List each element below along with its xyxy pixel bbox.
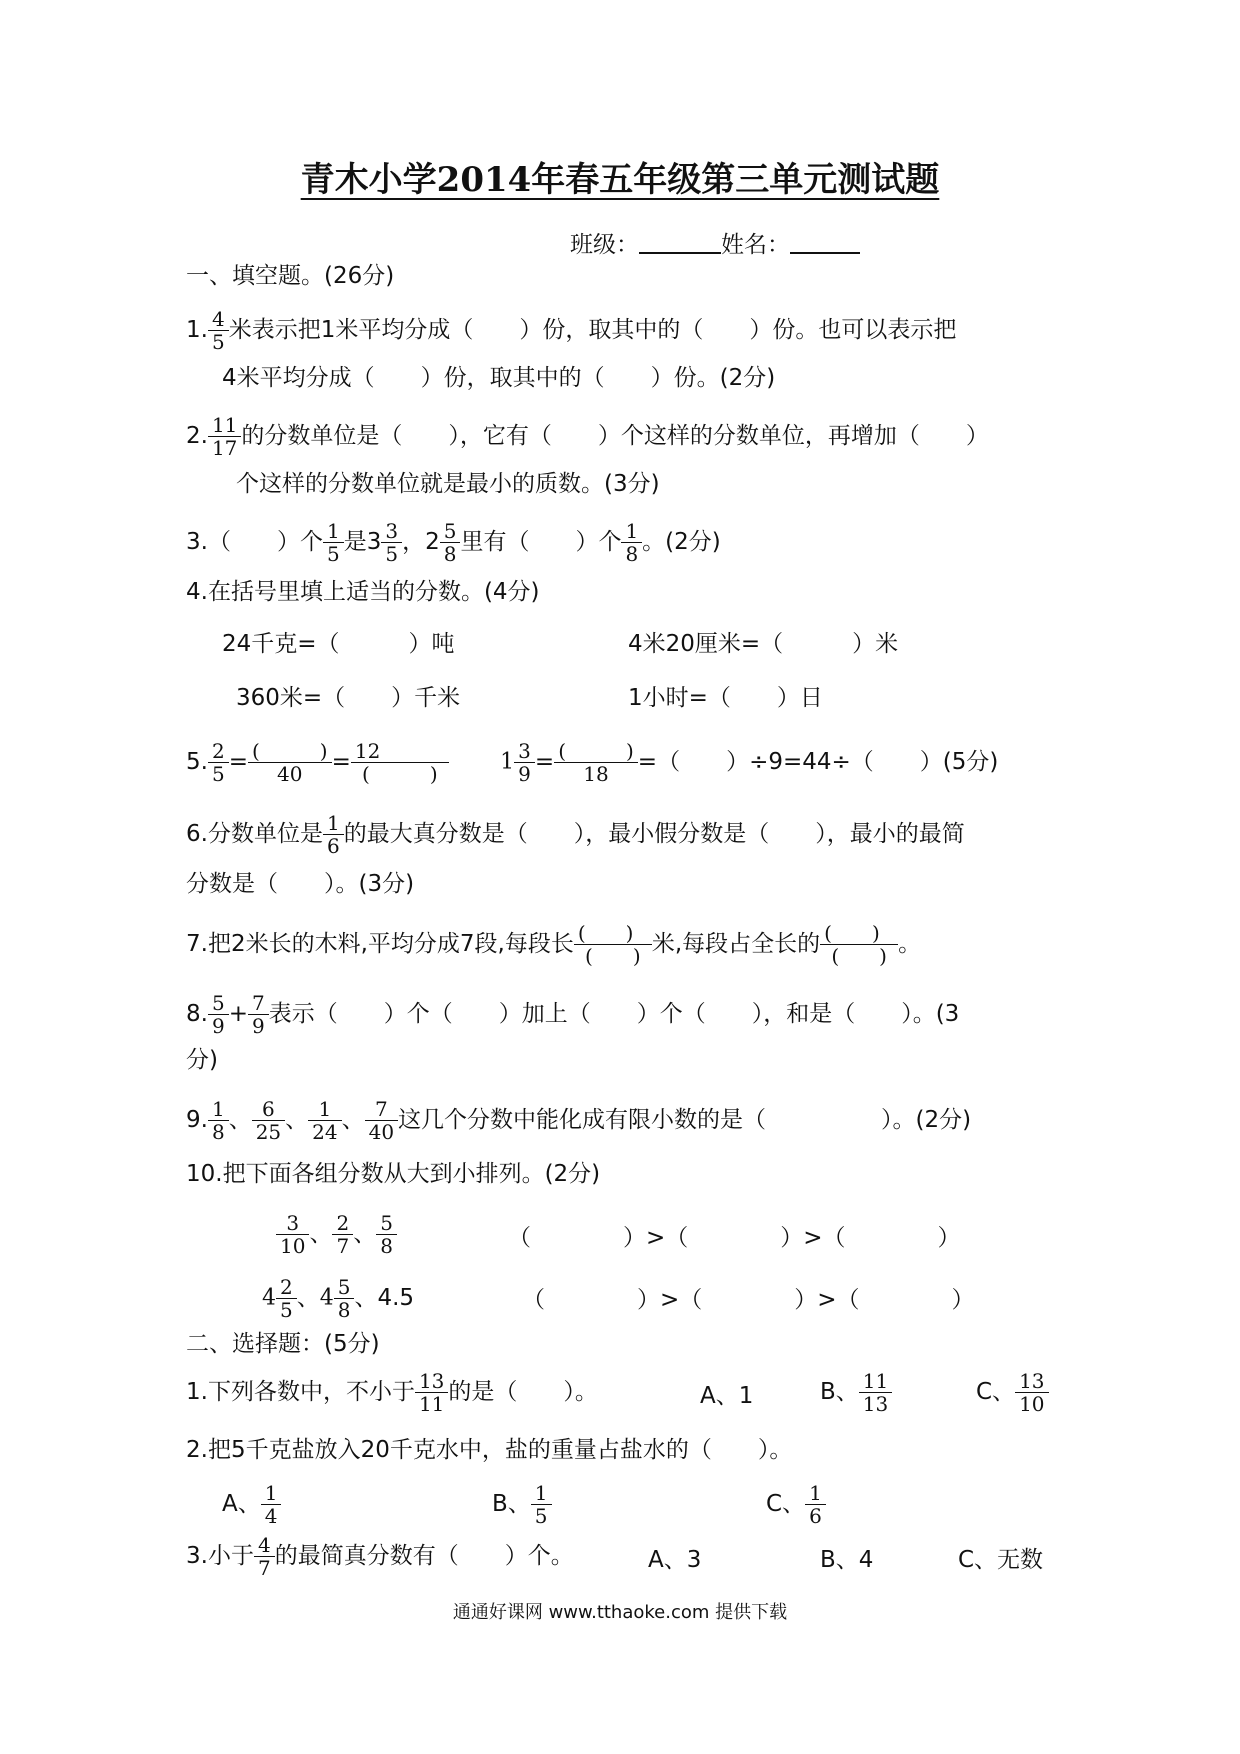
name-label: 姓名： xyxy=(721,232,790,258)
question-2-2-option-b[interactable]: B、 $\frac{1}{5}$ xyxy=(492,1482,552,1527)
question-2-2: 2.把5千克盐放入20千克水中，盐的重量占盐水的（ ）。 xyxy=(186,1437,793,1463)
question-1-8-cont: 分) xyxy=(186,1047,218,1073)
question-2-3-option-b[interactable]: B、4 xyxy=(820,1547,874,1573)
question-2-1-option-c[interactable]: C、 $\frac{13}{10}$ xyxy=(976,1370,1049,1415)
question-2-2-option-c[interactable]: C、 $\frac{1}{6}$ xyxy=(766,1482,826,1527)
class-blank[interactable] xyxy=(639,228,721,254)
section1-heading: 一、填空题。(26分) xyxy=(186,263,395,289)
question-1-10-blanks1: （ ）>（ ）>（ ） xyxy=(508,1225,961,1251)
question-1-4: 4.在括号里填上适当的分数。(4分) xyxy=(186,579,540,605)
question-1-4-b: 4米20厘米=（ ）米 xyxy=(628,631,899,657)
question-1-6-cont: 分数是（ ）。(3分) xyxy=(186,871,415,897)
question-2-2-option-a[interactable]: A、 $\frac{1}{4}$ xyxy=(222,1482,281,1527)
question-1-10-group1: $\frac{3}{10}$ 、 $\frac{2}{7}$ 、 $\frac{5}{8}$ xyxy=(276,1212,397,1257)
question-2-3-option-a[interactable]: A、3 xyxy=(648,1547,702,1573)
question-1-3: 3.（ ）个 $\frac{1}{5}$ 是3 $\frac{3}{5}$ ，2 $\frac{5}{8}$ 里有（ ）个 $\frac{1}{8}$ 。(2分) xyxy=(186,519,721,566)
question-1-8: 8. $\frac{5}{9}$ + $\frac{7}{9}$ 表示（ ）个（ ）加上（ ）个（ ），和是（ ）。(3 xyxy=(186,991,960,1038)
question-1-4-a: 24千克=（ ）吨 xyxy=(222,631,455,657)
question-1-5: 5. $\frac{2}{5}$ = $\frac{( )}{40}$ = $\frac{12}{( )}$ 1 $\frac{3}{9}$ = $\frac{( )}{18}$ =（ ）÷9=44÷（ ）(5分) xyxy=(186,739,999,786)
question-2-1-option-b[interactable]: B、 $\frac{11}{13}$ xyxy=(820,1370,892,1415)
question-2-3-option-c[interactable]: C、无数 xyxy=(958,1547,1044,1573)
class-label: 班级： xyxy=(570,232,639,258)
question-1-10-group2: 4 $\frac{2}{5}$ 、4 $\frac{5}{8}$ 、4.5 xyxy=(262,1275,415,1322)
student-info xyxy=(570,228,860,261)
question-1-4-d: 1小时=（ ）日 xyxy=(628,685,823,711)
question-1-10-blanks2: （ ）>（ ）>（ ） xyxy=(522,1287,975,1313)
question-2-3: 3.小于 $\frac{4}{7}$ 的最简真分数有（ ）个。 xyxy=(186,1533,574,1580)
question-1-1-cont: 4米平均分成（ ）份，取其中的（ ）份。(2分) xyxy=(222,365,776,391)
question-2-1-option-a[interactable]: A、1 xyxy=(700,1383,754,1409)
question-1-2-cont: 个这样的分数单位就是最小的质数。(3分) xyxy=(236,471,660,497)
footer-credit: 通通好课网 www.tthaoke.com 提供下载 xyxy=(452,1602,788,1623)
question-1-10: 10.把下面各组分数从大到小排列。(2分) xyxy=(186,1161,601,1187)
question-2-1: 1.下列各数中，不小于 $\frac{13}{11}$ 的是（ ）。 xyxy=(186,1369,598,1416)
question-1-9: 9. $\frac{1}{8}$ 、 $\frac{6}{25}$ 、 $\frac{1}{24}$ 、 $\frac{7}{40}$ 这几个分数中能化成有限小数的是（ ）。(2分) xyxy=(186,1097,972,1144)
question-1-6: 6.分数单位是 $\frac{1}{6}$ 的最大真分数是（ ），最小假分数是（ ），最小的最简 xyxy=(186,811,965,858)
question-1-7: 7.把2米长的木料,平均分成7段,每段长 $\frac{( )}{( )}$ 米,每段占全长的 $\frac{( )}{( )}$ 。 xyxy=(186,921,922,968)
name-blank[interactable] xyxy=(790,228,860,254)
question-1-2: 2. $\frac{11}{17}$ 的分数单位是（ ），它有（ ）个这样的分数单位，再增加（ ） xyxy=(186,413,989,460)
section2-heading: 二、选择题：(5分) xyxy=(186,1331,380,1357)
question-1-4-c: 360米=（ ）千米 xyxy=(236,685,461,711)
question-1-1: 1. $\frac{4}{5}$ 米表示把1米平均分成（ ）份，取其中的（ ）份。也可以表示把 xyxy=(186,307,957,354)
page-title: 青木小学2014年春五年级第三单元测试题 xyxy=(300,160,940,200)
